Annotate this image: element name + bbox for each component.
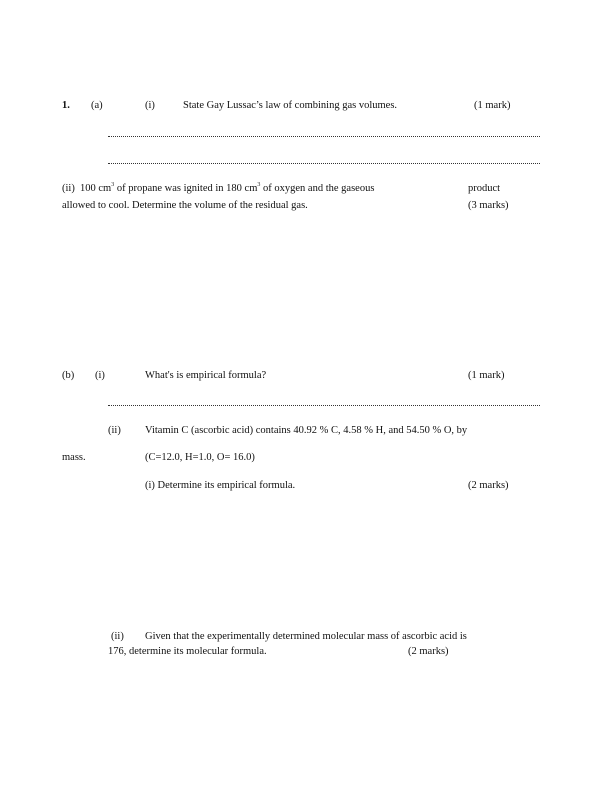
molecular-formula-text-line2: 176, determine its molecular formula. xyxy=(108,646,267,657)
atomic-masses: (C=12.0, H=1.0, O= 16.0) xyxy=(145,452,255,463)
empirical-formula-question: (i) Determine its empirical formula. xyxy=(145,480,296,491)
part-a-i-text: State Gay Lussac’s law of combining gas volumes. xyxy=(183,100,398,111)
part-b-ii-text-line1: Vitamin C (ascorbic acid) contains 40.92 % C, 4.58 % H, and 54.50 % O, by xyxy=(145,425,468,436)
answer-line xyxy=(108,405,540,406)
molecular-formula-label: (ii) xyxy=(111,631,124,642)
question-number: 1. xyxy=(62,100,70,111)
molecular-formula-marks: (2 marks) xyxy=(408,646,449,657)
part-b-i-text: What's is empirical formula? xyxy=(145,370,267,381)
part-b-ii-label: (ii) xyxy=(108,425,121,436)
part-a-i-marks: (1 mark) xyxy=(474,100,511,111)
empirical-formula-marks: (2 marks) xyxy=(468,480,509,491)
part-a-ii-marks: (3 marks) xyxy=(468,200,509,211)
part-a-label: (a) xyxy=(91,100,103,111)
part-b-i-label: (i) xyxy=(95,370,105,381)
part-a-i-label: (i) xyxy=(145,100,155,111)
part-b-label: (b) xyxy=(62,370,75,381)
part-a-ii-text-line2: allowed to cool. Determine the volume of the residual gas. xyxy=(62,200,308,211)
part-b-i-marks: (1 mark) xyxy=(468,370,505,381)
part-a-ii-text-product: product xyxy=(468,183,501,194)
answer-line xyxy=(108,136,540,137)
part-a-ii-label: (ii) xyxy=(62,183,75,194)
part-b-ii-text-mass: mass. xyxy=(62,452,86,463)
molecular-formula-text-line1: Given that the experimentally determined molecular mass of ascorbic acid is xyxy=(145,631,467,642)
answer-line xyxy=(108,163,540,164)
part-a-ii-text-line1: 100 $cm^3$ of propane was ignited in 180 $cm^3$ of oxygen and the gaseous xyxy=(80,182,375,194)
